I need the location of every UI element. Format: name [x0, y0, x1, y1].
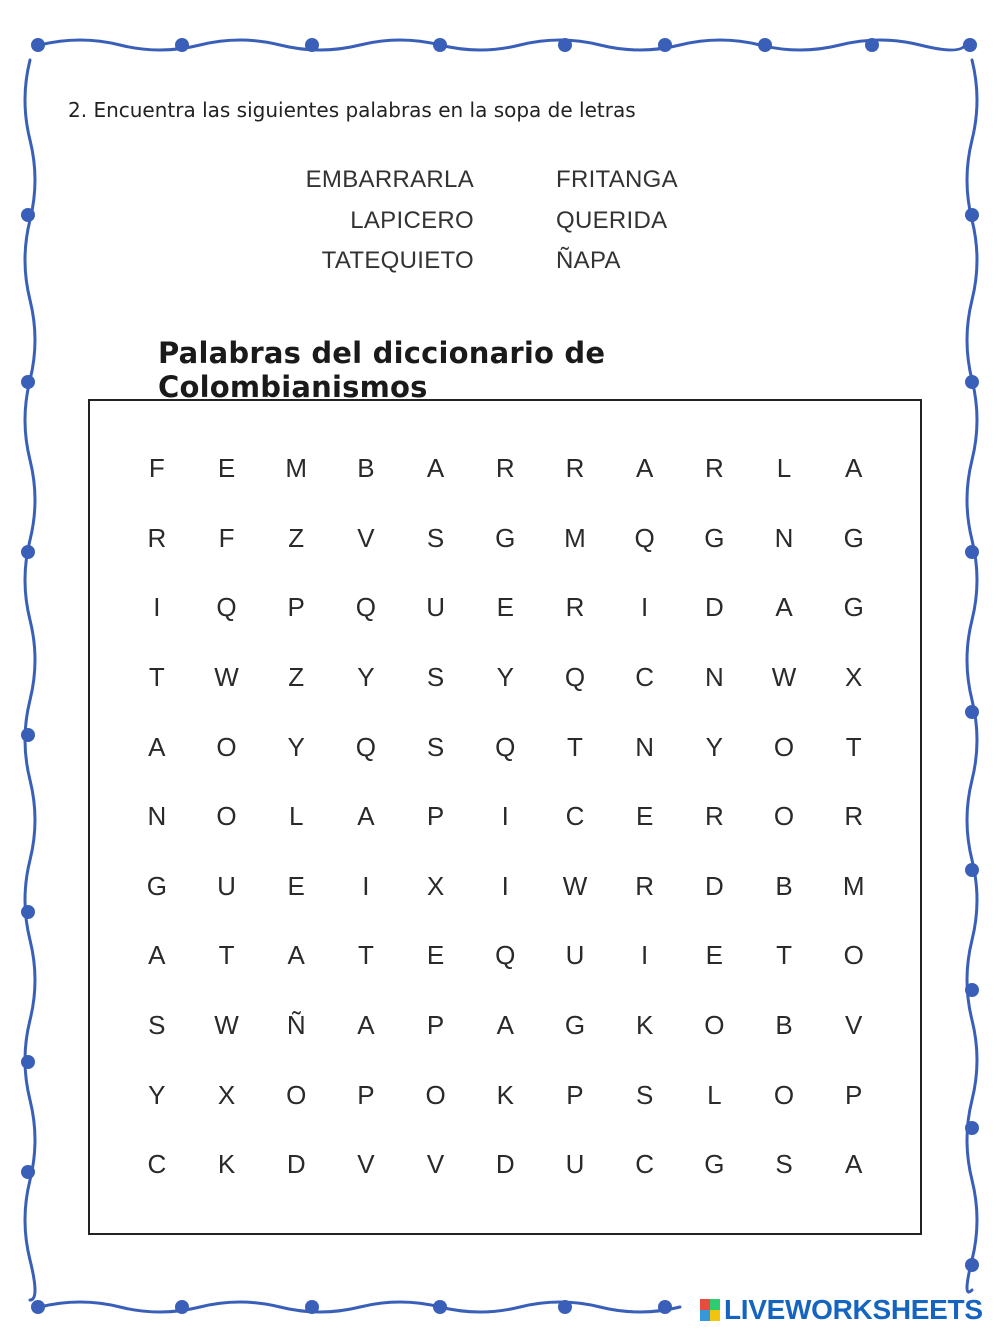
grid-cell[interactable]: N	[704, 662, 724, 693]
word-list-item: TATEQUIETO	[321, 247, 474, 274]
grid-cell[interactable]: I	[153, 592, 161, 623]
grid-cell[interactable]: N	[774, 522, 794, 553]
grid-cell[interactable]: P	[566, 1079, 584, 1110]
word-list-item: EMBARRARLA	[305, 166, 474, 193]
grid-cell[interactable]: X	[217, 1079, 236, 1110]
grid-cell[interactable]: Z	[288, 522, 305, 553]
grid-cell[interactable]: P	[845, 1079, 863, 1110]
grid-cell[interactable]: A	[775, 592, 793, 623]
grid-cell[interactable]: R	[565, 592, 585, 623]
word-list-item: FRITANGA	[556, 166, 678, 193]
grid-cell[interactable]: O	[843, 940, 864, 971]
grid-cell[interactable]: L	[288, 801, 304, 832]
grid-cell[interactable]: W	[771, 662, 797, 693]
grid-cell[interactable]: P	[426, 801, 445, 832]
grid-cell[interactable]: B	[775, 1010, 793, 1041]
grid-cell[interactable]: E	[426, 940, 445, 971]
grid-cell[interactable]: Y	[496, 662, 514, 693]
grid-cell[interactable]: O	[425, 1079, 446, 1110]
grid-cell[interactable]: B	[775, 870, 793, 901]
grid-cell[interactable]: V	[426, 1149, 445, 1180]
grid-cell[interactable]: N	[635, 731, 655, 762]
grid-cell[interactable]: A	[496, 1010, 514, 1041]
grid-cell[interactable]: L	[776, 453, 792, 484]
grid-cell[interactable]: W	[214, 1010, 239, 1041]
word-list-right	[556, 165, 756, 287]
grid-cell[interactable]: G	[146, 870, 167, 901]
grid-cell[interactable]: G	[843, 522, 864, 553]
grid-cell[interactable]: C	[147, 1149, 167, 1180]
grid-cell[interactable]: W	[562, 870, 588, 901]
grid-cell[interactable]: T	[845, 731, 862, 762]
grid-cell[interactable]: A	[845, 1149, 863, 1180]
grid-cell[interactable]: V	[845, 1010, 863, 1041]
grid-cell[interactable]: R	[704, 453, 724, 484]
grid-cell[interactable]: Q	[495, 731, 516, 762]
grid-cell[interactable]: T	[776, 940, 792, 971]
grid-cell[interactable]: Q	[216, 592, 237, 623]
grid-cell[interactable]: V	[357, 522, 375, 553]
grid-cell[interactable]: R	[844, 801, 864, 832]
grid-cell[interactable]: Q	[564, 662, 586, 693]
grid-cell[interactable]: I	[641, 940, 649, 971]
grid-cell[interactable]: B	[357, 453, 375, 484]
grid-cell[interactable]: O	[773, 801, 795, 832]
grid-cell[interactable]: Q	[355, 731, 377, 762]
grid-cell[interactable]: U	[565, 1149, 585, 1180]
grid-cell[interactable]: K	[635, 1010, 654, 1041]
grid-cell[interactable]: D	[286, 1149, 306, 1180]
grid-cell[interactable]: O	[216, 731, 237, 762]
grid-cell[interactable]: P	[287, 592, 305, 623]
grid-cell[interactable]: S	[635, 1079, 654, 1110]
grid-cell[interactable]: G	[704, 522, 725, 553]
grid-cell[interactable]: I	[501, 870, 509, 901]
grid-cell[interactable]: G	[704, 1149, 725, 1180]
grid-cell[interactable]: G	[495, 522, 516, 553]
grid-cell[interactable]: S	[426, 662, 445, 693]
grid-cell[interactable]: T	[148, 662, 165, 693]
grid-cell[interactable]: U	[217, 870, 236, 901]
grid-cell[interactable]: C	[635, 662, 655, 693]
liveworksheets-logo-icon	[700, 1299, 720, 1321]
grid-cell[interactable]: A	[287, 940, 305, 971]
grid-cell[interactable]: R	[635, 870, 655, 901]
grid-cell[interactable]: Q	[634, 522, 655, 553]
grid-cell[interactable]: M	[285, 453, 308, 484]
grid-cell[interactable]: O	[216, 801, 237, 832]
grid-cell[interactable]: A	[148, 940, 166, 971]
grid-cell[interactable]: Ñ	[286, 1010, 306, 1041]
grid-cell[interactable]: X	[845, 662, 863, 693]
grid-cell[interactable]: R	[147, 522, 167, 553]
grid-cell[interactable]: O	[704, 1010, 725, 1041]
grid-cell[interactable]: S	[775, 1149, 793, 1180]
grid-cell[interactable]: O	[773, 731, 795, 762]
grid-cell[interactable]: A	[635, 453, 654, 484]
grid-cell[interactable]: R	[704, 801, 724, 832]
grid-cell[interactable]: K	[217, 1149, 236, 1180]
grid-cell[interactable]: G	[843, 592, 864, 623]
grid-cell[interactable]: T	[218, 940, 235, 971]
grid-cell[interactable]: S	[426, 522, 445, 553]
grid-cell[interactable]: P	[357, 1079, 375, 1110]
grid-cell[interactable]: K	[496, 1079, 514, 1110]
grid-cell[interactable]: D	[704, 870, 724, 901]
word-list-item: QUERIDA	[556, 206, 668, 234]
grid-cell[interactable]: R	[495, 453, 515, 484]
word-list-item: LAPICERO	[350, 206, 474, 234]
grid-cell[interactable]: Q	[355, 592, 377, 623]
instruction-text: 2. Encuentra las siguientes palabras en la sopa de letras	[68, 98, 636, 122]
grid-cell[interactable]: I	[362, 870, 370, 901]
grid-cell[interactable]: G	[564, 1010, 586, 1041]
grid-cell[interactable]: A	[357, 1010, 375, 1041]
grid-cell[interactable]: Y	[148, 1079, 166, 1110]
grid-cell[interactable]: W	[214, 662, 239, 693]
grid-cell[interactable]: A	[148, 731, 166, 762]
grid-cell[interactable]: E	[635, 801, 654, 832]
grid-cell[interactable]: U	[426, 592, 445, 623]
grid-cell[interactable]: C	[635, 1149, 655, 1180]
grid-cell[interactable]: I	[641, 592, 649, 623]
grid-cell[interactable]: A	[845, 453, 863, 484]
grid-cell[interactable]: D	[495, 1149, 515, 1180]
liveworksheets-logo[interactable]	[700, 1294, 983, 1326]
grid-cell[interactable]: T	[357, 940, 374, 971]
grid-cell[interactable]: I	[501, 801, 509, 832]
grid-cell[interactable]: Q	[495, 940, 516, 971]
grid-cell[interactable]: F	[148, 453, 165, 484]
grid-cell[interactable]: M	[842, 870, 865, 901]
grid-cell[interactable]: S	[148, 1010, 166, 1041]
grid-cell[interactable]: D	[704, 592, 724, 623]
grid-cell[interactable]: Y	[357, 662, 375, 693]
grid-cell[interactable]: Y	[287, 731, 305, 762]
grid-cell[interactable]: T	[567, 731, 583, 762]
grid-cell[interactable]: A	[357, 801, 375, 832]
grid-cell[interactable]: R	[565, 453, 585, 484]
grid-cell[interactable]: A	[426, 453, 445, 484]
word-search-grid[interactable]	[122, 434, 888, 1200]
grid-cell[interactable]: L	[707, 1079, 722, 1110]
grid-cell[interactable]: O	[286, 1079, 307, 1110]
grid-cell[interactable]: M	[564, 522, 586, 553]
grid-cell[interactable]: U	[565, 940, 585, 971]
grid-cell[interactable]: P	[426, 1010, 445, 1041]
grid-cell[interactable]: E	[217, 453, 236, 484]
grid-cell[interactable]: F	[218, 522, 235, 553]
grid-cell[interactable]: V	[357, 1149, 375, 1180]
grid-cell[interactable]: E	[496, 592, 514, 623]
word-list-item: ÑAPA	[556, 247, 621, 274]
grid-cell[interactable]: C	[565, 801, 585, 832]
grid-cell[interactable]: O	[773, 1079, 795, 1110]
grid-cell[interactable]: E	[705, 940, 724, 971]
grid-cell[interactable]: X	[426, 870, 445, 901]
puzzle-title: Palabras del diccionario de Colombianismos	[158, 336, 606, 404]
grid-cell[interactable]: Z	[288, 662, 305, 693]
grid-cell[interactable]: Y	[705, 731, 724, 762]
grid-cell[interactable]: N	[147, 801, 167, 832]
grid-cell[interactable]: S	[426, 731, 445, 762]
word-list-left	[280, 165, 474, 287]
logo-text: LIVEWORKSHEETS	[724, 1294, 983, 1325]
grid-cell[interactable]: E	[287, 870, 305, 901]
